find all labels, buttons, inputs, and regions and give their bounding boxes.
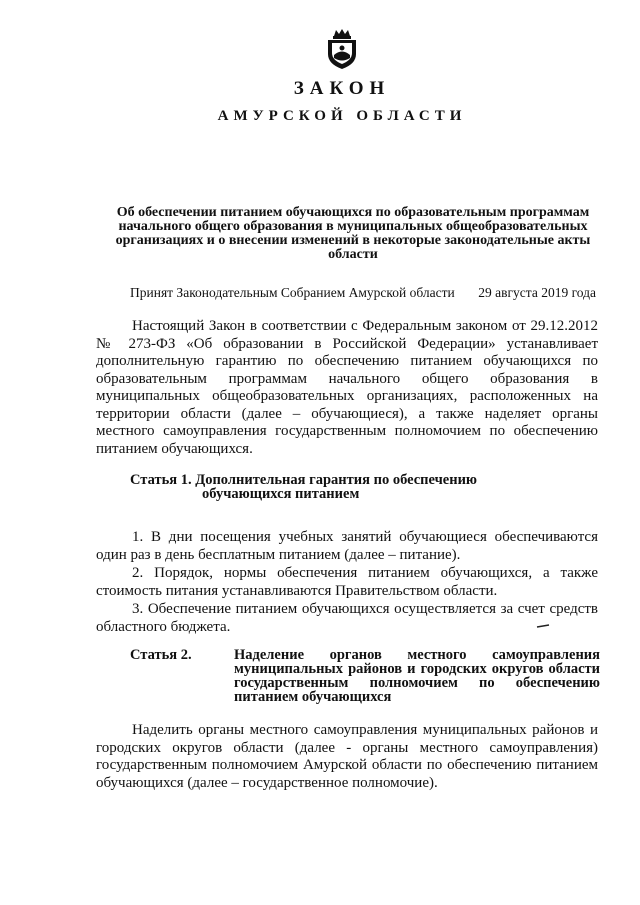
adoption-line (130, 285, 596, 301)
law-title: ЗАКОН (293, 78, 391, 99)
adoption-date: 29 августа 2019 года (478, 285, 596, 300)
article-2-heading (130, 648, 600, 704)
article-1-item-2: 2. Порядок, нормы обеспечения питанием обучающихся, а также стоимость питания устанавливаются Правительством области. (96, 565, 598, 599)
article-2-heading-text: Наделение органов местного самоуправления муниципальных районов и городских округов области государственным полномочием по обеспечению питанием обучающихся (234, 647, 600, 705)
article-2-label: Статья 2. (130, 647, 192, 663)
article-1-item-1: 1. В дни посещения учебных занятий обучающиеся обеспечиваются один раз в день бесплатным питанием (далее – питание). (96, 529, 598, 563)
article-1-heading (130, 473, 550, 501)
region-title: АМУРСКОЙ ОБЛАСТИ (217, 108, 467, 124)
article-2-paragraph: Наделить органы местного самоуправления муниципальных районов и городских округов области (далее - органы местного самоуправления) государственным полномочием Амурской области по обеспечению питанием обучающихся (далее – государственное полномочие). (96, 722, 598, 791)
preamble-paragraph: Настоящий Закон в соответствии с Федеральным законом от 29.12.2012 № 273-ФЗ «Об образовании в Российской Федерации» устанавливает дополнительную гарантию по обеспечению питанием обучающихся по образовательным программам начального общего образования в муниципальных общеобразовательных организациях, расположенных на территории области (далее – обучающиеся), а также наделяет органы местного самоуправления государственным полномочием по обеспечению питанием обучающихся. (96, 318, 598, 457)
article-1-heading-line1: Статья 1. Дополнительная гарантия по обеспечению (130, 472, 478, 488)
document-heading: Об обеспечении питанием обучающихся по образовательным программам начального общего образования в муниципальных общеобразовательных организациях и о внесении изменений в некоторые законодательные акты области (115, 205, 591, 262)
coat-of-arms-icon (325, 28, 359, 70)
article-1-item-3: 3. Обеспечение питанием обучающихся осуществляется за счет средств областного бюджета. (96, 601, 598, 635)
adoption-text: Принят Законодательным Собранием Амурской области (130, 285, 455, 300)
pen-mark (536, 624, 550, 628)
article-1-heading-line2: обучающихся питанием (202, 486, 360, 502)
